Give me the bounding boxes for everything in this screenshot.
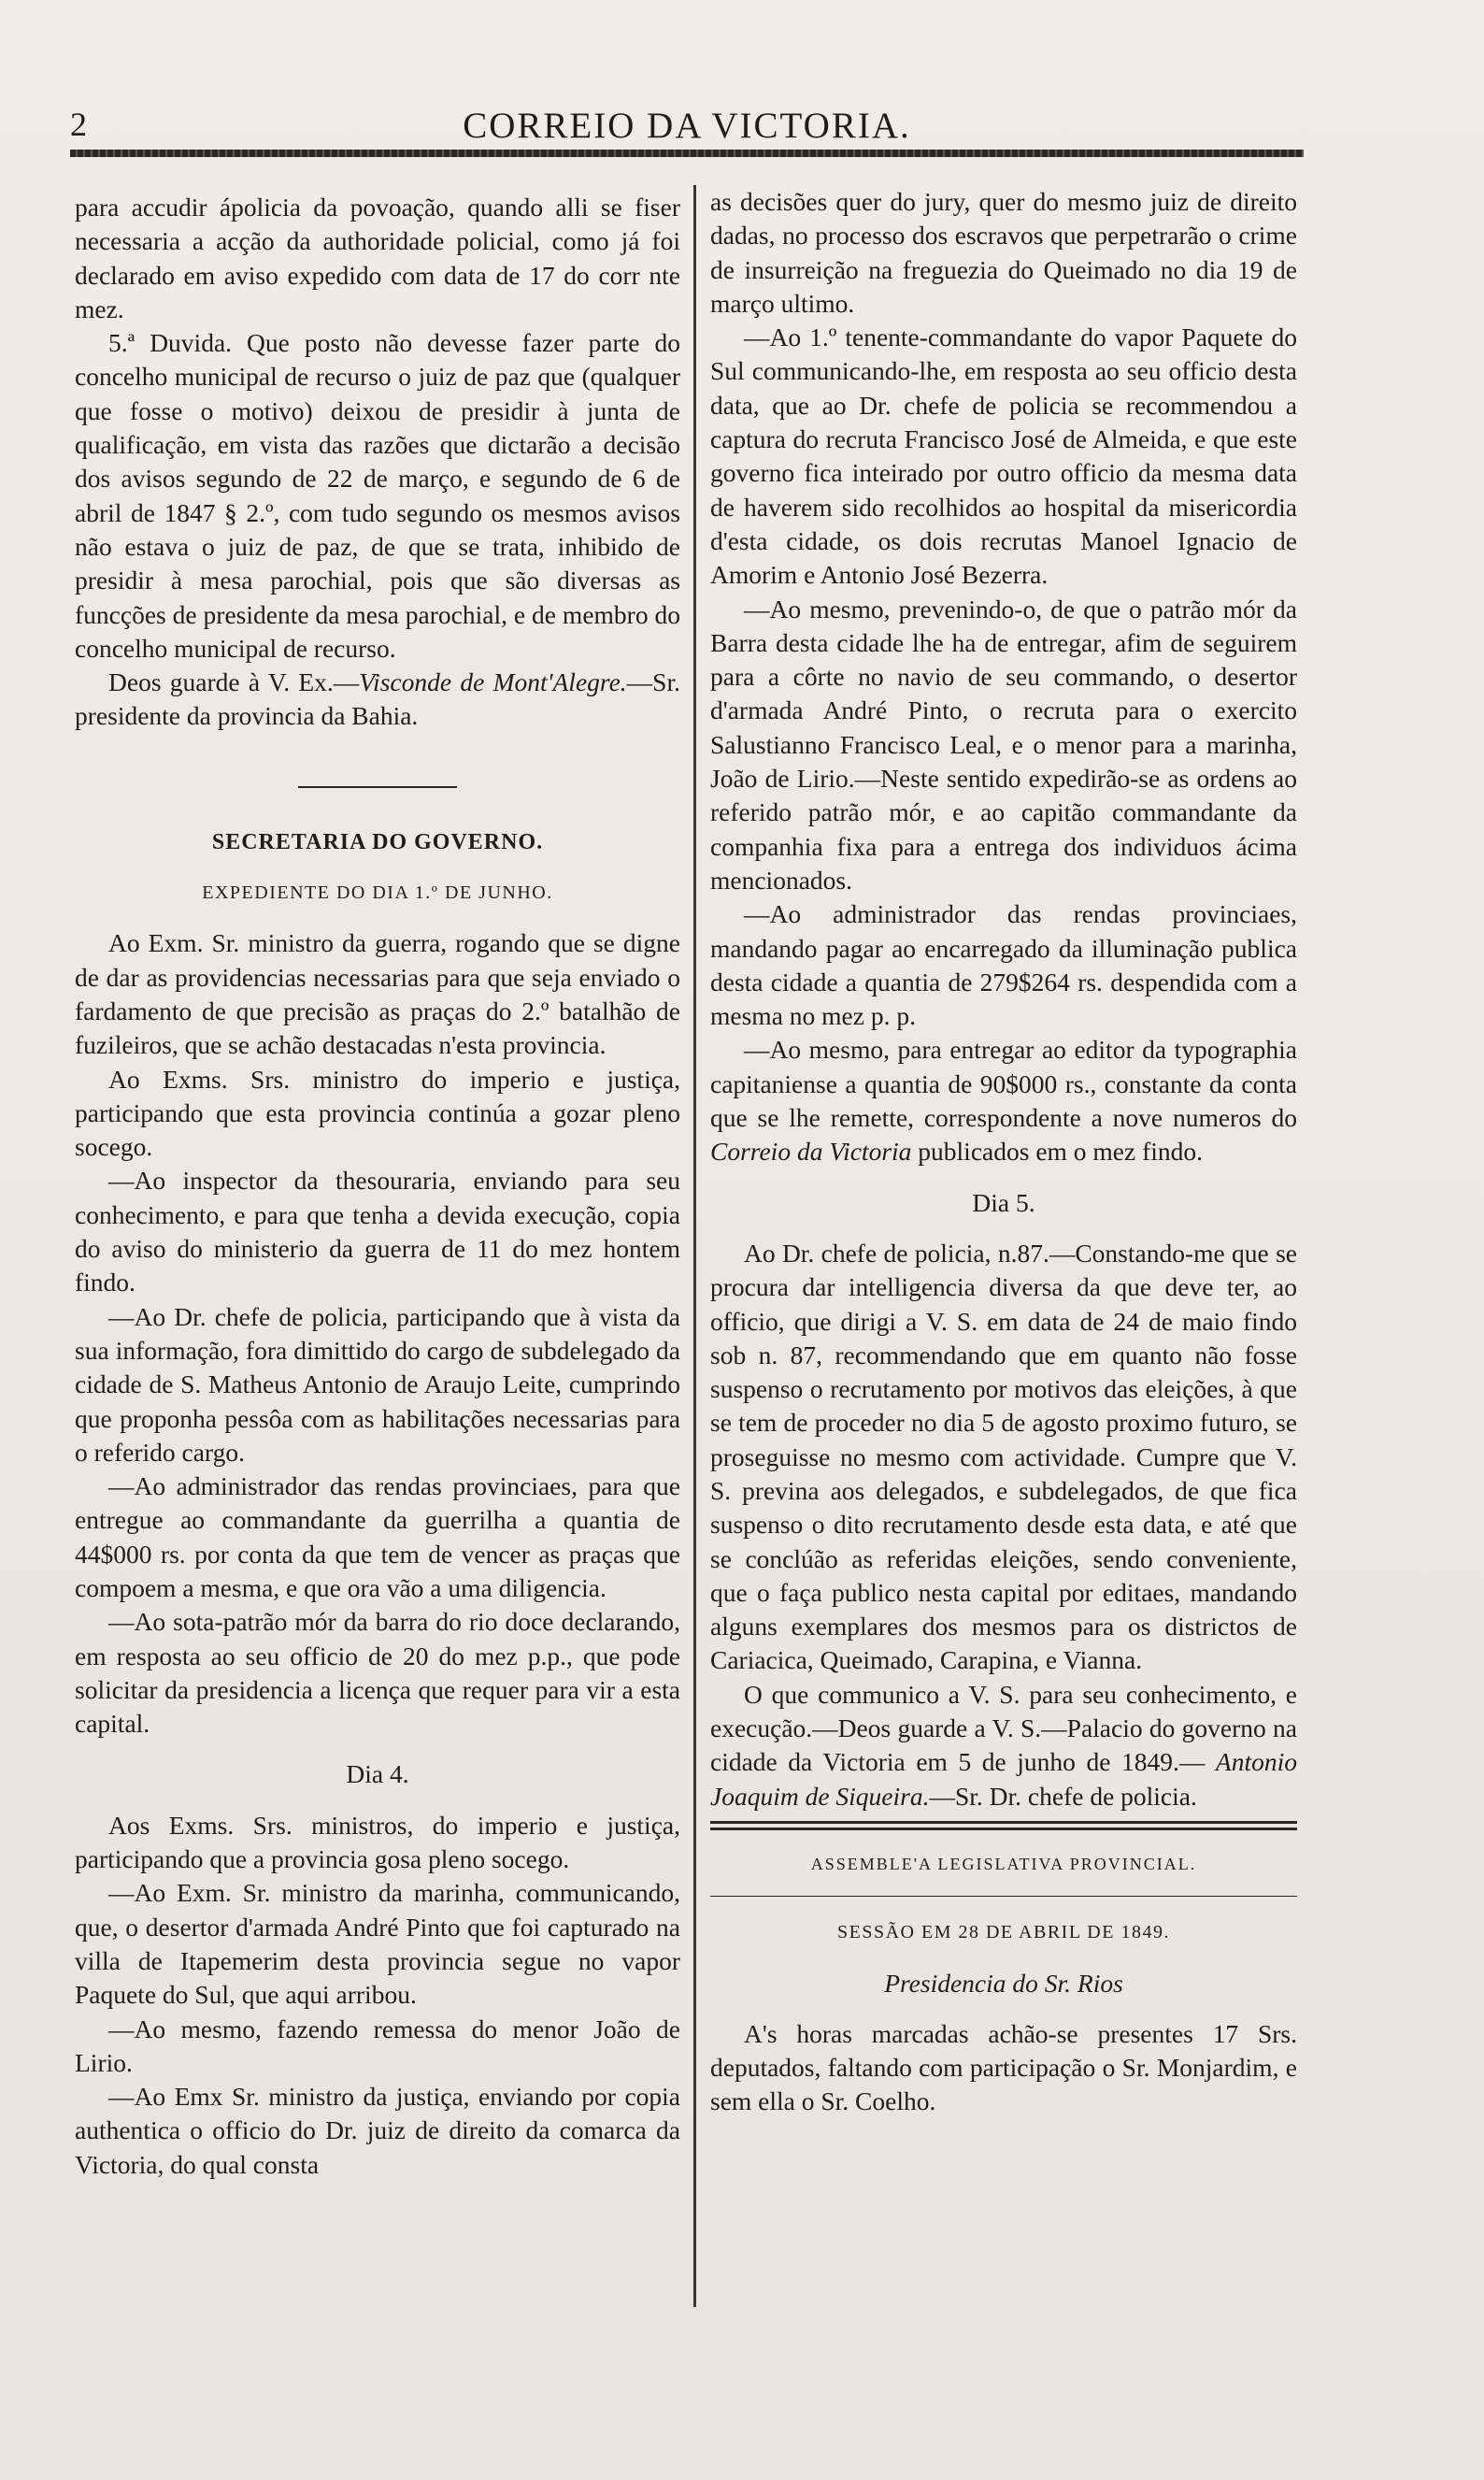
masthead-rule [70,150,1304,157]
signatory-name: Antonio Joaquim de Siqueira. [710,1747,1297,1811]
assembly-rule [710,1896,1297,1897]
signature-prefix: Deos guarde à V. Ex.— [108,667,360,697]
paragraph: A's horas marcadas achão-se presentes 17 Srs. deputados, faltando com participação o Sr. Monjardim, e sem ella o Sr. Coelho. [710,2018,1297,2116]
paragraph [710,1033,1297,1168]
paragraph: Ao Exms. Srs. ministro do imperio e justiça, participando que esta provincia continúa a gozar pleno socego. [75,1064,680,1162]
paragraph: —Ao Emx Sr. ministro da justiça, enviando por copia authentica o officio do Dr. juiz de direito da comarca da Victoria, do qual consta [75,2082,680,2179]
paragraph: Ao Dr. chefe de policia, n.87.—Constando-me que se procura dar intelligencia diversa da que deve ter, ao officio, que dirigi a V. S. em data de 24 de maio findo sob n. 87, recommendando que em quanto não fosse suspenso o recrutamento por motivos das eleições, à que se tem de proceder no dia 5 de agosto proximo futuro, se proseguisse no mesmo com actividade. Cumpre que V. S. previna aos delegados, e subdelegados, de que fica suspenso o dito recrutamento desde esta data, e até que se conclúão as referidas eleições, sendo conveniente, que o faça publico nesta capital por editaes, mandando alguns exemplares dos mesmos para os districtos de Cariacica, Queimado, Carapina, e Vianna. [710,1238,1297,1675]
section-title: SECRETARIA DO GOVERNO. [211,829,544,854]
paragraph: Aos Exms. Srs. ministros, do imperio e justiça, participando que a provincia gosa pleno socego. [75,1810,680,1874]
presidency-heading: Presidencia do Sr. Rios [884,1968,1123,1998]
paragraph: —Ao mesmo, prevenindo-o, de que o patrão mór da Barra desta cidade lhe ha de entregar, afim de seguirem para a côrte no navio de seu commando, o desertor d'armada André Pinto, o recruta para o exercito Salustianno Francisco Leal, e o menor para a marinha, João de Lirio.—Neste sentido expedirão-se as ordens ao referido patrão mór, e ao capitão commandante da companhia fixa para a entrega dos individuos ácima mencionados. [710,594,1297,895]
paragraph: —Ao 1.º tenente-commandante do vapor Paquete do Sul communicando-lhe, em resposta ao seu officio desta data, que ao Dr. chefe de policia se recommendou a captura do recruta Francisco José de Almeida, e que este governo fica inteirado por outro officio da mesma data de haverem sido recolhidos ao hospital da misericordia d'esta cidade, os dois recrutas Manoel Ignacio de Amorim e Antonio José Bezerra. [710,323,1297,590]
text-run: O que communico a V. S. para seu conhecimento, e execução.—Deos guarde a V. S.—Palacio do governo na cidade da Victoria em 5 de junho de 1849.— [710,1679,1297,1777]
assembly-title: ASSEMBLE'A LEGISLATIVA PROVINCIAL. [810,1854,1197,1873]
paragraph: Ao Exm. Sr. ministro da guerra, rogando que se digne de dar as providencias necessarias para que seja enviado o fardamento de que precisão as praças do 2.º batalhão de fuzileiros, que se achão destacadas n'esta provincia. [75,928,680,1060]
signature-suffix: —Sr. presidente da provincia da Bahia. [75,667,680,731]
page-number: 2 [70,106,87,143]
paragraph: —Ao inspector da thesouraria, enviando para seu conhecimento, e para que tenha a devida execução, copia do aviso do ministerio da guerra de 11 do mez hontem findo. [75,1166,680,1297]
signature-name: Visconde de Mont'Alegre. [359,667,627,697]
paragraph: —Ao sota-patrão mór da barra do rio doce declarando, em resposta ao seu officio de 20 do mez p.p., que pode solicitar da presidencia a licença que requer para vir a esta capital. [75,1607,680,1739]
newspaper-name: Correio da Victoria [710,1137,912,1167]
paragraph: 5.ª Duvida. Que posto não devesse fazer parte do concelho municipal de recurso o juiz de paz que (qualquer que fosse o motivo) deixou de presidir à junta de qualificação, em vista das razões que dictarão a decisão dos avisos segundo de 22 de março, e segundo de 6 de abril de 1847 § 2.º, com tudo segundo os mesmos avisos não estava o juiz de paz, de que se trata, inhibido de presidir à mesa parochial, pois que são diversas as funcções de presidente da mesa parochial, e de membro do concelho municipal de recurso. [75,328,680,663]
paragraph: as decisões quer do jury, quer do mesmo juiz de direito dadas, no processo dos escravos que perpetrarão o crime de insurreição na freguezia do Queimado no dia 19 de março ultimo. [710,187,1297,318]
paragraph: —Ao administrador das rendas provinciaes, mandando pagar ao encarregado da illuminação publica desta cidade a quantia de 279$264 rs. despendida com a mesma no mez p. p. [710,899,1297,1031]
paragraph [710,1678,1297,1813]
day-heading: Dia 5. [972,1187,1035,1217]
section-subtitle: EXPEDIENTE DO DIA 1.º DE JUNHO. [202,882,553,904]
paragraph: —Ao Exm. Sr. ministro da marinha, communicando, que, o desertor d'armada André Pinto que foi capturado na villa de Itapemerim desta provincia segue no vapor Paquete do Sul, que aqui arribou. [75,1878,680,2010]
session-heading: SESSÃO EM 28 DE ABRIL DE 1849. [837,1922,1170,1943]
right-column [710,185,1297,2119]
day-heading: Dia 4. [346,1759,409,1789]
paragraph: —Ao administrador das rendas provinciaes, para que entregue ao commandante da guerrilha a quantia de 44$000 rs. por conta da que tem de vencer as praças que compoem a mesma, e que ora vão a uma diligencia. [75,1471,680,1602]
left-column [75,191,680,2182]
text-run: publicados em o mez findo. [911,1137,1204,1167]
paragraph: —Ao Dr. chefe de policia, participando que à vista da sua informação, fora dimittido do cargo de subdelegado da cidade de S. Matheus Antonio de Araujo Leite, cumprindo que proponha pessôa com as habilitações necessarias para o referido cargo. [75,1301,680,1467]
section-double-rule [710,1821,1297,1830]
signature-line [75,666,680,734]
text-run: —Ao mesmo, para entregar ao editor da typographia capitaniense a quantia de 90$000 rs., constante da conta que se lhe remette, correspondente a nove numeros do [710,1035,1297,1133]
newspaper-title: CORREIO DA VICTORIA. [463,106,911,146]
paragraph: —Ao mesmo, fazendo remessa do menor João de Lirio. [75,2014,680,2077]
text-run: —Sr. Dr. chefe de policia. [929,1781,1197,1811]
column-divider [693,185,696,2307]
paragraph: para accudir ápolicia da povoação, quando alli se fiser necessaria a acção da authoridade policial, como já foi declarado em aviso expedido com data de 17 do corr nte mez. [75,193,680,323]
